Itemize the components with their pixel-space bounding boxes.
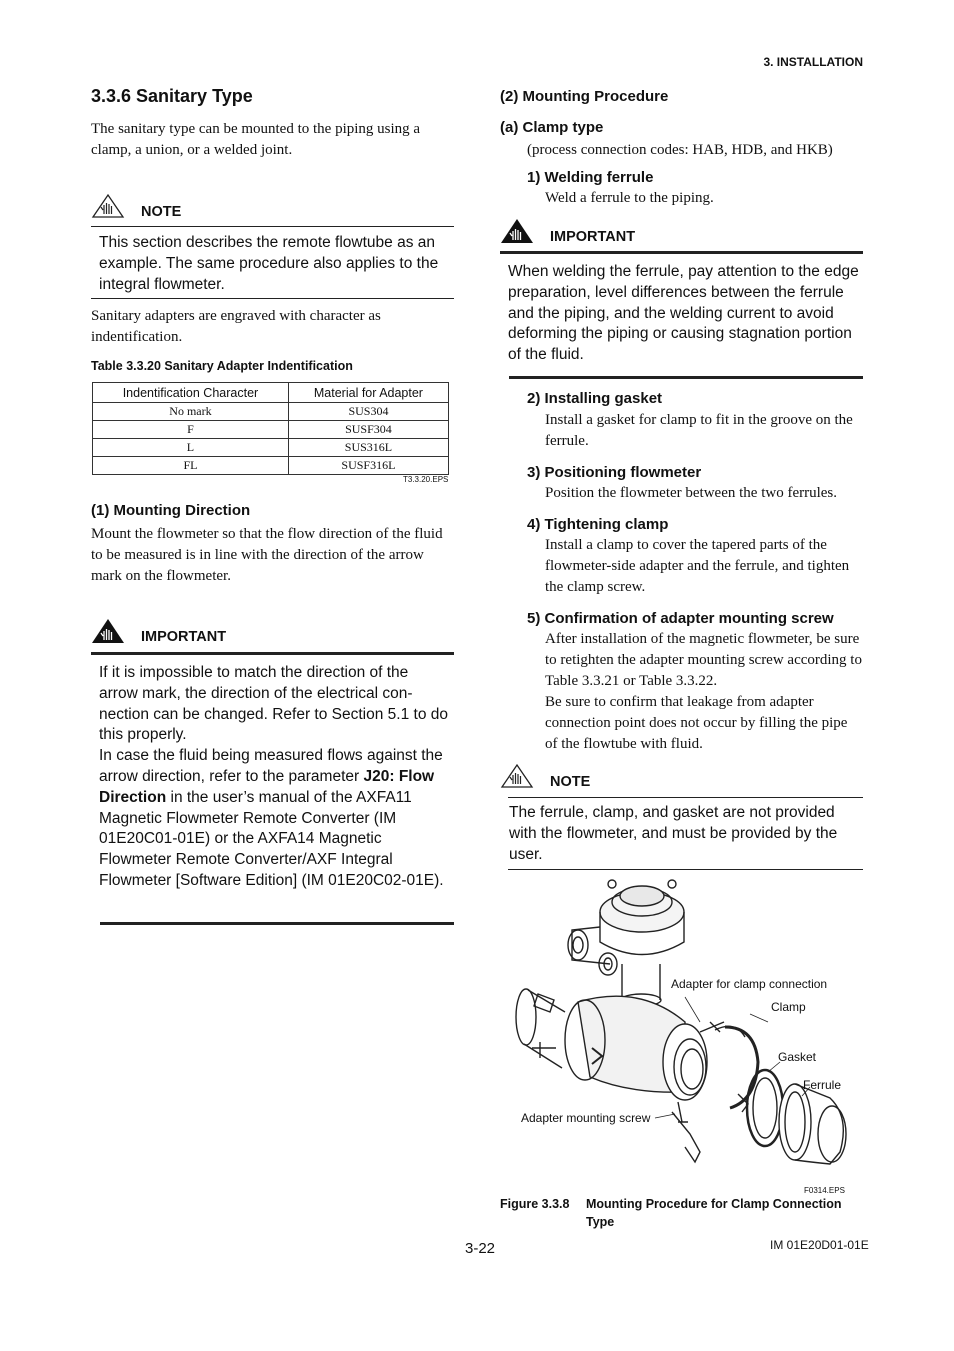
note-text: The ferrule, clamp, and gasket are not provided with the flowmeter, and must be provided by the user. [509,804,838,863]
note-box-2 [500,763,863,873]
table-row [93,403,449,421]
important-label: IMPORTANT [141,629,227,645]
important-box-2 [500,218,863,383]
step3-text: Position the flowmeter between the two ferrules. [545,485,838,501]
table-cell: F [93,421,289,439]
table-cell: L [93,439,289,457]
table-row [93,439,449,457]
step3-title: 3) Positioning flowmeter [527,464,702,481]
label-gasket: Gasket [778,1050,817,1064]
note-top-rule [508,797,863,798]
label-clamp: Clamp [771,1000,806,1014]
label-adapter-screw: Adapter mounting screw [521,1111,651,1125]
table-cell: No mark [93,403,289,421]
step5-title: 5) Confirmation of adapter mounting screw [527,610,834,627]
important-p2-pre: In case the fluid being measured flows against the arrow direction, refer to the parameter [99,747,443,785]
important-bottom-rule [509,376,863,379]
note-hand-icon [91,193,125,219]
note-label: NOTE [550,774,591,790]
important-paragraph-2 [99,746,451,892]
page-number: 3-22 [465,1240,496,1257]
important-p2-post: in the user’s manual of the AXFA11 Magnetic Flowmeter Remote Converter (IM 01E20C01-01E) or the AXFA14 Magnetic Flowmeter Remote Converter/AXF Integral Flowmeter [Software Edition] (IM 01E20C02-01E). [99,788,444,889]
step4-title: 4) Tightening clamp [527,516,669,533]
table-row [93,457,449,475]
clamp-mounting-illustration [510,872,860,1192]
step1-title: 1) Welding ferrule [527,169,654,186]
engraved-paragraph: Sanitary adapters are engraved with character as indentification. [91,308,381,345]
figure-caption-number: Figure 3.3.8 [500,1197,570,1211]
step2-title: 2) Installing gasket [527,390,663,407]
important-hand-icon [500,218,534,244]
important-bottom-rule [100,922,454,925]
step5-paragraph-2: Be sure to confirm that leakage from adapter connection point does not occur by filling the pipe of the flowtube with fluid. [545,694,848,752]
chapter-header: 3. INSTALLATION [763,55,863,69]
important-text: When welding the ferrule, pay attention to the edge preparation, level differences between the ferrule and the piping, and the welding current to avoid deforming the piping or causing stagnation portion of the fluid. [508,263,859,364]
document-id: IM 01E20D01-01E [770,1238,869,1252]
important-label: IMPORTANT [550,229,636,245]
important-box-1 [91,618,454,928]
clamp-codes: (process connection codes: HAB, HDB, and HKB) [527,142,833,158]
figure-eps-tag: F0314.EPS [804,1186,845,1195]
table-cell: SUSF316L [288,457,448,475]
label-ferrule: Ferrule [803,1078,842,1092]
table-cell: SUS304 [288,403,448,421]
section-title: 3.3.6 Sanitary Type [91,86,253,106]
note-label: NOTE [141,204,182,220]
important-top-rule [500,251,863,254]
table-eps-tag: T3.3.20.EPS [403,475,449,484]
important-paragraph-1: If it is impossible to match the direction of the arrow mark, the direction of the electrical con-nection can be changed. Refer to Section 5.1 to do this properly. [99,664,448,744]
important-text [99,663,451,892]
step5-paragraph-1: After installation of the magnetic flowmeter, be sure to retighten the adapter mounting screw according to Table 3.3.21 or Table 3.3.22. [545,631,862,689]
note-bottom-rule [91,298,454,299]
important-hand-icon [91,618,125,644]
note-top-rule [91,226,454,227]
table-header-cell: Material for Adapter [288,383,448,403]
table-header-row [93,383,449,403]
table-row [93,421,449,439]
note-text: This section describes the remote flowtube as an example. The same procedure also applies to the integral flowmeter. [99,234,439,293]
table-caption: Table 3.3.20 Sanitary Adapter Indentification [91,359,353,373]
step1-text: Weld a ferrule to the piping. [545,190,714,206]
mounting-direction-title: (1) Mounting Direction [91,502,251,519]
label-adapter-clamp: Adapter for clamp connection [671,977,828,991]
step5-text [545,629,863,755]
intro-paragraph: The sanitary type can be mounted to the piping using a clamp, a union, or a welded joint. [91,121,421,158]
figure-caption-text: Mounting Procedure for Clamp Connection Type [586,1197,842,1229]
step4-text: Install a clamp to cover the tapered parts of the flowmeter-side adapter and the ferrule, and tighten the clamp screw. [545,537,850,595]
note-box-1 [91,193,454,303]
table-header-cell: Indentification Character [93,383,289,403]
step2-text: Install a gasket for clamp to fit in the groove on the ferrule. [545,412,853,449]
table-cell: SUS316L [288,439,448,457]
clamp-type-title: (a) Clamp type [500,119,604,136]
mounting-direction-text: Mount the flowmeter so that the flow direction of the fluid to be measured is in line with the direction of the arrow mark on the flowmeter. [91,526,443,584]
important-top-rule [91,652,454,655]
note-bottom-rule [508,869,863,870]
adapter-table [92,382,449,475]
table-cell: FL [93,457,289,475]
note-hand-icon [500,763,534,789]
procedure-title: (2) Mounting Procedure [500,88,669,105]
table-cell: SUSF304 [288,421,448,439]
parameter-name: J20: Flow Direction [99,767,435,806]
